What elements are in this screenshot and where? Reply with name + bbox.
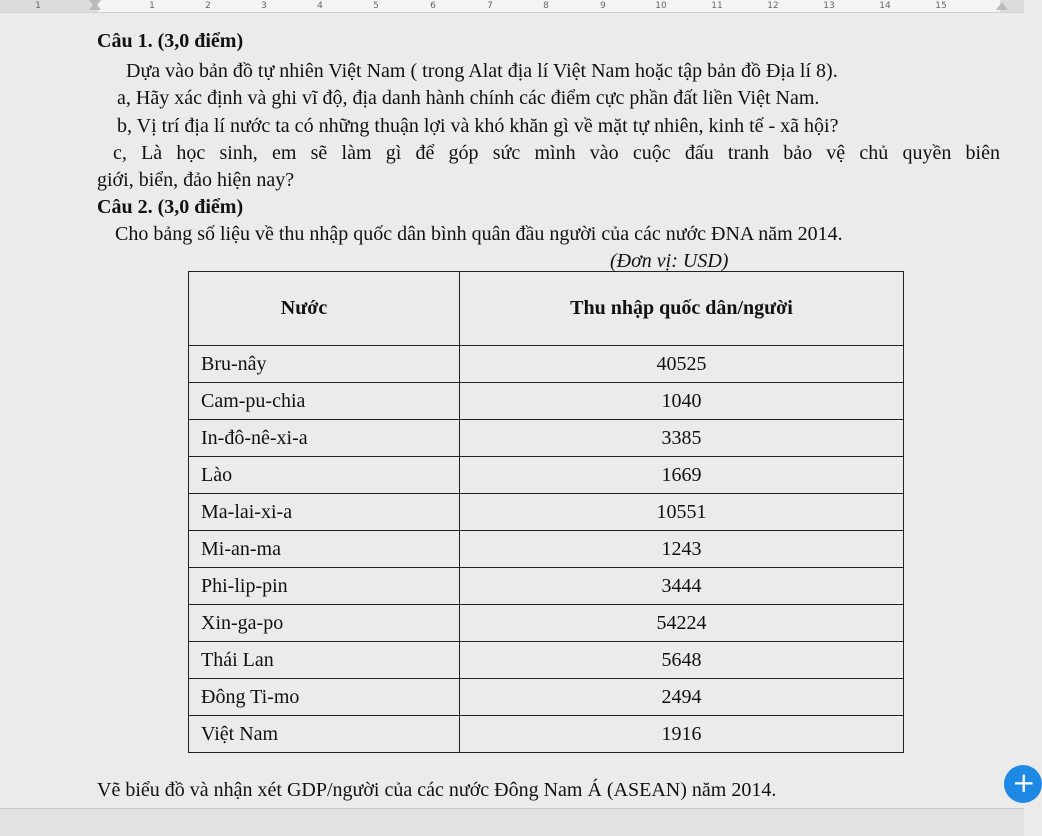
income-cell: 3385: [460, 420, 904, 457]
ruler-number: 12: [767, 1, 779, 11]
table-row: [189, 494, 904, 531]
income-cell: 54224: [460, 605, 904, 642]
income-cell: 40525: [460, 346, 904, 383]
ruler-number: 9: [600, 1, 606, 11]
ruler-number: 1: [35, 1, 41, 11]
income-cell: 10551: [460, 494, 904, 531]
question-1-part-b: b, Vị trí địa lí nước ta có những thuận lợi và khó khăn gì về mặt tự nhiên, kinh tế - xã hội?: [117, 115, 839, 137]
country-cell: Việt Nam: [189, 716, 460, 753]
country-cell: Cam-pu-chia: [189, 383, 460, 420]
question-1-part-c: c, Là học sinh, em sẽ làm gì để góp sức mình vào cuộc đấu tranh bảo vệ chủ quyền biên: [113, 142, 1000, 164]
right-indent-marker[interactable]: [996, 2, 1008, 10]
question-1-intro: Dựa vào bản đồ tự nhiên Việt Nam ( trong Alat địa lí Việt Nam hoặc tập bản đồ Địa lí 8).: [126, 60, 838, 82]
country-cell: Mi-an-ma: [189, 531, 460, 568]
ruler-number: 11: [711, 1, 723, 11]
ruler-number: 15: [935, 1, 947, 11]
income-cell: 1040: [460, 383, 904, 420]
ruler-number: 5: [373, 1, 379, 11]
hanging-indent-marker[interactable]: [89, 2, 101, 10]
ruler-number: 6: [430, 1, 436, 11]
table-row: [189, 716, 904, 753]
ruler-number: 14: [879, 1, 891, 11]
country-cell: Xin-ga-po: [189, 605, 460, 642]
income-cell: 3444: [460, 568, 904, 605]
income-cell: 1243: [460, 531, 904, 568]
table-row: [189, 383, 904, 420]
table-row: [189, 605, 904, 642]
ruler-number: 3: [261, 1, 267, 11]
unit-label: (Đơn vị: USD): [610, 250, 729, 272]
table-row: [189, 346, 904, 383]
ruler-margin-left: [0, 0, 98, 12]
ruler-number: 4: [317, 1, 323, 11]
table-row: [189, 531, 904, 568]
question-1-heading: Câu 1. (3,0 điểm): [97, 30, 244, 52]
table-row: [189, 420, 904, 457]
ruler-number: 10: [655, 1, 667, 11]
country-cell: Đông Ti-mo: [189, 679, 460, 716]
add-button[interactable]: [1004, 765, 1042, 803]
column-header-country: Nước: [189, 272, 460, 346]
column-header-income: Thu nhập quốc dân/người: [460, 272, 904, 346]
country-cell: Phi-lip-pin: [189, 568, 460, 605]
country-cell: Bru-nây: [189, 346, 460, 383]
country-cell: Thái Lan: [189, 642, 460, 679]
ruler-number: 7: [487, 1, 493, 11]
question-2-task: Vẽ biểu đồ và nhận xét GDP/người của các nước Đông Nam Á (ASEAN) năm 2014.: [97, 779, 777, 801]
question-1-part-a: a, Hãy xác định và ghi vĩ độ, địa danh hành chính các điểm cực phần đất liền Việt Nam.: [117, 87, 820, 109]
ruler-number: 2: [205, 1, 211, 11]
table-header-row: [189, 272, 904, 346]
question-2-heading: Câu 2. (3,0 điểm): [97, 196, 244, 218]
country-cell: Ma-lai-xi-a: [189, 494, 460, 531]
income-table: [188, 271, 904, 753]
ruler-number: 1: [149, 1, 155, 11]
ruler-number: 8: [543, 1, 549, 11]
income-cell: 5648: [460, 642, 904, 679]
plus-icon: +: [1012, 766, 1036, 799]
horizontal-ruler[interactable]: [0, 0, 1024, 13]
income-cell: 1916: [460, 716, 904, 753]
country-cell: In-đô-nê-xi-a: [189, 420, 460, 457]
ruler-number: 13: [823, 1, 835, 11]
country-cell: Lào: [189, 457, 460, 494]
table-row: [189, 679, 904, 716]
question-1-part-c-continued: giới, biển, đảo hiện nay?: [97, 169, 295, 191]
table-row: [189, 642, 904, 679]
question-2-intro: Cho bảng số liệu về thu nhập quốc dân bình quân đầu người của các nước ĐNA năm 2014.: [115, 223, 843, 245]
document-page: [0, 13, 1024, 808]
income-cell: 2494: [460, 679, 904, 716]
table-row: [189, 568, 904, 605]
status-bar: [0, 808, 1024, 836]
table-row: [189, 457, 904, 494]
income-cell: 1669: [460, 457, 904, 494]
